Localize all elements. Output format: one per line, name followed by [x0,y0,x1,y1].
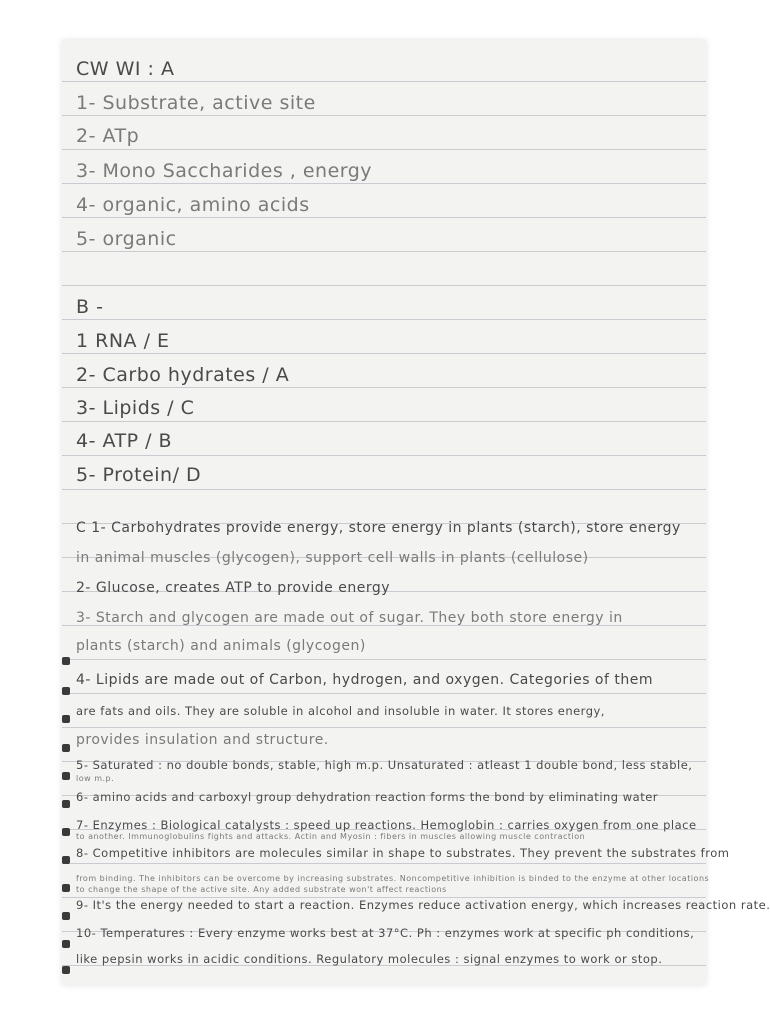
section-a-item-3: 3- Mono Saccharides , energy [76,160,373,182]
section-a-item-2: 2- ATp [76,125,140,147]
binder-hole-mark [62,687,70,695]
section-c-line-19: like pepsin works in acidic conditions. Regulatory molecules : signal enzymes to work or stop. [76,952,663,966]
section-c-line-5: plants (starch) and animals (glycogen) [76,638,366,654]
section-b-item-2: 2- Carbo hydrates / A [76,364,290,386]
section-a-item-4: 4- organic, amino acids [76,194,310,216]
section-b-item-4: 4- ATP / B [76,430,173,452]
binder-hole-mark [62,800,70,808]
section-c-line-6: 4- Lipids are made out of Carbon, hydrogen, and oxygen. Categories of them [76,672,653,688]
section-b-item-1: 1 RNA / E [76,330,170,352]
notebook-page [62,40,770,985]
section-c-line-17: 9- It's the energy needed to start a reaction. Enzymes reduce activation energy, which increases reaction rate. [76,898,770,912]
section-a-heading: CW WI : A [76,58,175,80]
section-b-item-3: 3- Lipids / C [76,397,195,419]
section-b-item-5: 5- Protein/ D [76,464,202,486]
section-c-line-18: 10- Temperatures : Every enzyme works best at 37°C. Ph : enzymes work at specific ph conditions, [76,926,695,940]
section-c-line-4: 3- Starch and glycogen are made out of sugar. They both store energy in [76,610,623,626]
section-c-line-1: C 1- Carbohydrates provide energy, store energy in plants (starch), store energy [76,520,681,536]
binder-hole-mark [62,856,70,864]
binder-hole-mark [62,966,70,974]
binder-hole-mark [62,828,70,836]
section-c-line-8: provides insulation and structure. [76,732,329,748]
section-c-line-2: in animal muscles (glycogen), support cell walls in plants (cellulose) [76,550,589,566]
section-a-item-1: 1- Substrate, active site [76,92,316,114]
section-c-line-12: 7- Enzymes : Biological catalysts : speed up reactions. Hemoglobin : carries oxygen from one place [76,818,697,832]
binder-hole-mark [62,657,70,665]
binder-hole-mark [62,884,70,892]
section-c-line-14: 8- Competitive inhibitors are molecules similar in shape to substrates. They prevent the substrates from [76,846,730,860]
binder-hole-mark [62,940,70,948]
binder-hole-mark [62,744,70,752]
section-c-line-10: low m.p. [76,774,115,783]
section-c-line-15: from binding. The inhibitors can be overcome by increasing substrates. Noncompetitive inhibition is binded to the enzyme at other locations [76,874,710,883]
section-a-item-5: 5- organic [76,228,177,250]
section-b-heading: B - [76,296,104,318]
section-c-line-7: are fats and oils. They are soluble in alcohol and insoluble in water. It stores energy, [76,704,605,718]
binder-hole-mark [62,715,70,723]
section-c-line-16: to change the shape of the active site. Any added substrate won't affect reactions [76,885,447,894]
binder-hole-mark [62,772,70,780]
section-c-line-11: 6- amino acids and carboxyl group dehydration reaction forms the bond by eliminating water [76,790,659,804]
section-c-line-3: 2- Glucose, creates ATP to provide energy [76,580,391,596]
section-c-line-9: 5- Saturated : no double bonds, stable, high m.p. Unsaturated : atleast 1 double bond, less stable, [76,758,693,772]
binder-hole-mark [62,912,70,920]
section-c-line-13: to another. Immunoglobulins fights and attacks. Actin and Myosin : fibers in muscles allowing muscle contraction [76,832,586,841]
